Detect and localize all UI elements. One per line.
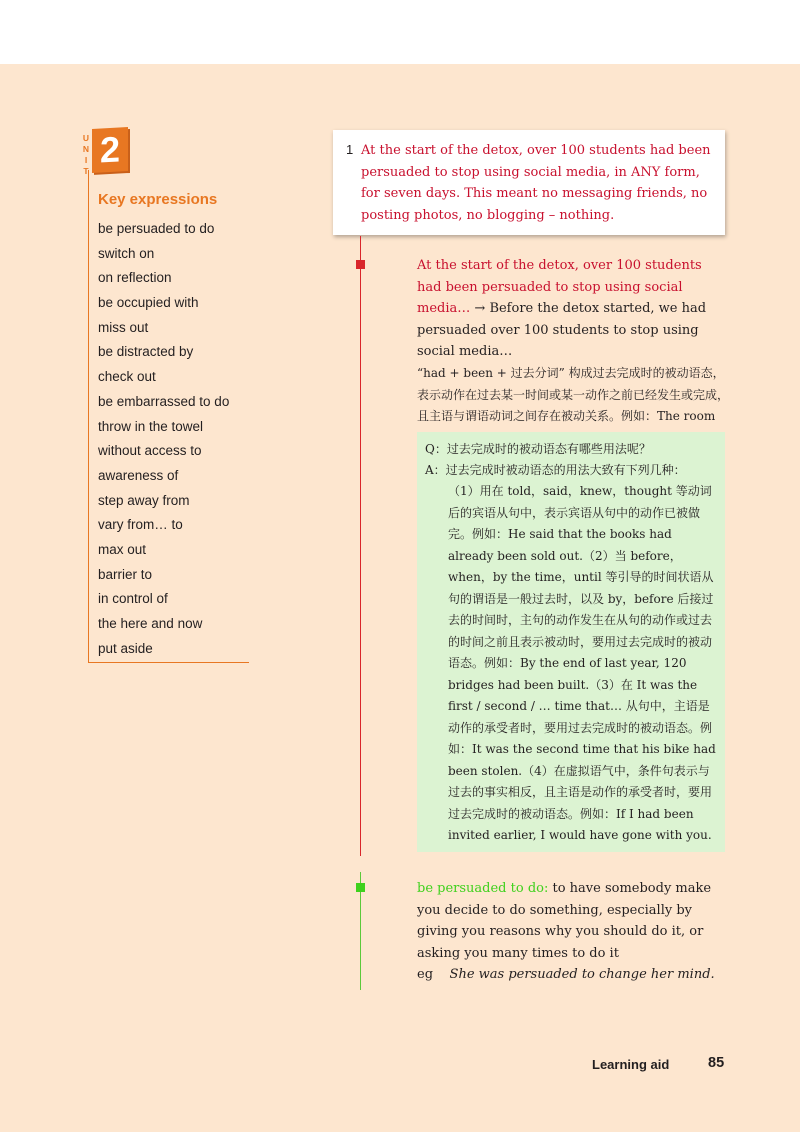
note-paraphrase: Before the detox started, we had persuaded over 100 students to stop using social media… <box>417 301 707 360</box>
key-expression-item: be distracted by <box>98 344 194 360</box>
annotation-line-red <box>360 236 361 856</box>
unit-number-badge: 2 <box>92 127 128 173</box>
grammar-note <box>417 255 729 449</box>
qa-box <box>417 432 725 852</box>
question-box <box>333 130 725 235</box>
key-expressions-list <box>98 217 229 661</box>
qa-answer-body: （1）用在 told，said，knew，thought 等动词后的宾语从句中，表示宾语从句中的动作已被做完。例如：He said that the books had already been sold out.（2）当 before，when，by the time，until 等引导的时间状语从句的谓语是一般过去时，以及 by，before 后接过去的时间时，主句的动作发生在从句的动作或过去的时间之前且表示被动时，要用过去完成时的被动语态。例如：By the end of last year, 120 bridges had been built.（3）在 It was the first / second / … time that… 从句中，主语是动作的承受者时，要用过去完成时的被动语态。例如：It was the second time that his bike had been stolen.（4）在虚拟语气中，条件句表示与过去的事实相反，且主语是动作的承受者时，要用过去完成时的被动语态。例如：If I had been invited earlier, I would have gone with you. <box>448 484 716 842</box>
key-expression-item: the here and now <box>98 616 203 631</box>
note-explanation: “had + been + 过去分词” 构成过去完成时的被动语态，表示动作在过去某一时间或某一动作之前已经发生或完成，且主语与谓语动词之间存在被动关系。例如：The room <box>417 365 730 424</box>
key-expression-item: switch on <box>98 245 155 261</box>
example-sentence: She was persuaded to change her mind. <box>449 967 715 983</box>
key-expression-item: on reflection <box>98 270 172 286</box>
key-expressions-title: Key expressions <box>98 191 218 208</box>
vocab-term: be persuaded to do: <box>417 881 549 896</box>
key-expression-item: without access to <box>98 443 202 459</box>
key-expression-item: awareness of <box>98 467 179 483</box>
note-quote: At the start of the detox, over 100 students had been persuaded to stop using social media… <box>417 258 702 317</box>
key-expression-item: max out <box>98 541 147 557</box>
key-expression-item: be persuaded to do <box>98 221 215 236</box>
key-expression-item: vary from… to <box>98 517 183 533</box>
question-text: At the start of the detox, over 100 students had been persuaded to stop using social media, in ANY form, for seven days. This meant no messaging friends, no posting photos, no blogging – nothing. <box>361 143 711 223</box>
key-expression-item: put aside <box>98 640 153 656</box>
green-square-marker-icon <box>356 883 365 892</box>
red-square-marker-icon <box>356 260 365 269</box>
eg-label: eg <box>417 967 434 983</box>
footer-section-label: Learning aid <box>592 1057 670 1072</box>
key-expression-item: be embarrassed to do <box>98 393 230 409</box>
key-expression-item: in control of <box>98 591 168 607</box>
qa-question: Q：过去完成时的被动语态有哪些用法呢？ <box>425 442 651 456</box>
arrow-icon: → <box>470 301 490 317</box>
qa-answer-intro: A：过去完成时被动语态的用法大致有下列几种： <box>425 463 686 477</box>
vocab-definition: to have somebody make you decide to do something, especially by giving you reasons why you should do it, or asking you many times to do it <box>417 881 712 961</box>
key-expression-item: step away from <box>98 492 190 508</box>
key-expression-item: miss out <box>98 319 149 335</box>
key-expression-item: be occupied with <box>98 295 199 311</box>
question-number: 1 <box>346 142 354 157</box>
key-expression-item: check out <box>98 369 156 385</box>
vocabulary-note <box>417 878 729 986</box>
key-expressions-panel <box>88 170 249 663</box>
key-expression-item: barrier to <box>98 566 153 582</box>
unit-letters-text: U N I T <box>82 133 90 176</box>
key-expression-item: throw in the towel <box>98 418 204 434</box>
page-number: 85 <box>708 1055 725 1071</box>
